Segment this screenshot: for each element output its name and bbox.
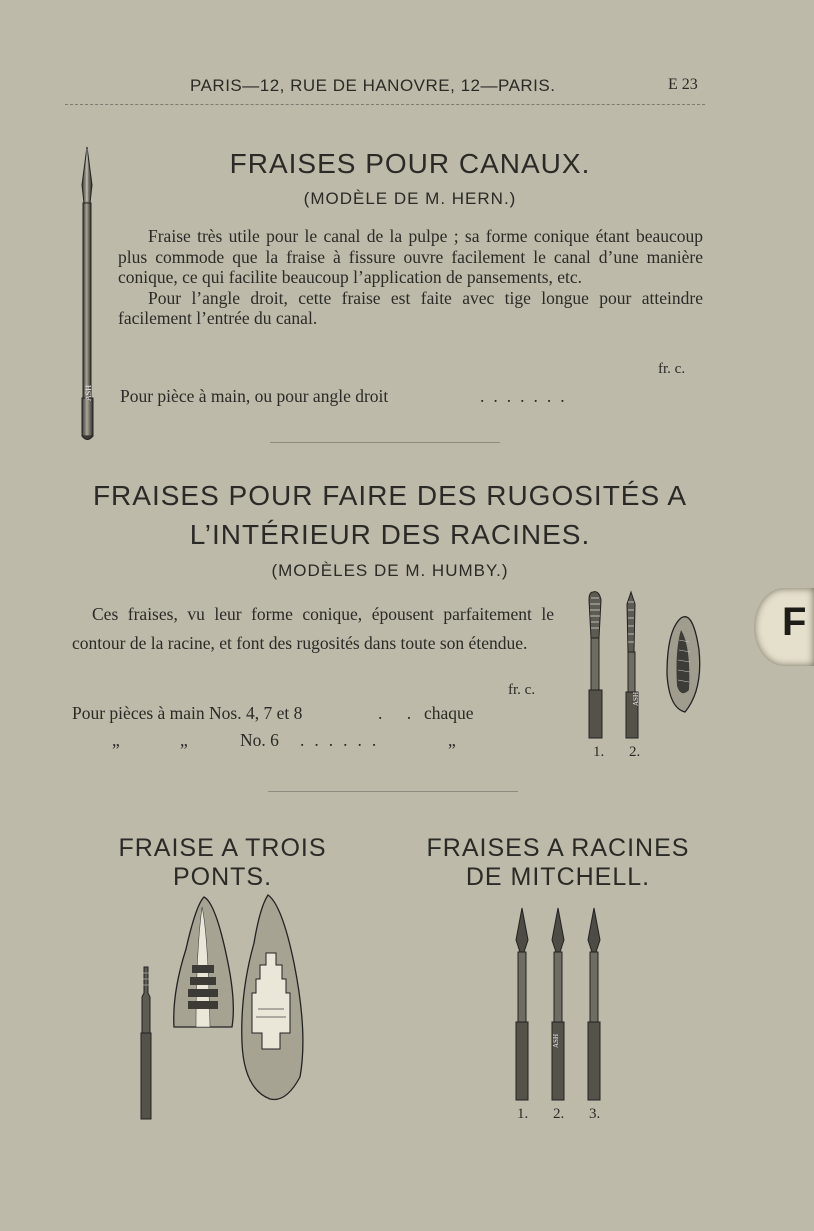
section-title: FRAISES POUR CANAUX. (229, 148, 591, 179)
section-divider (268, 791, 518, 792)
price-row-label: Pour pièces à main Nos. 4, 7 et 8 (72, 703, 303, 723)
title-line: FRAISE A TROIS (118, 834, 327, 862)
section-title (408, 834, 708, 892)
section-subtitle: (MODÈLES DE M. HUMBY.) (271, 561, 509, 580)
leader-dots: ....... (480, 386, 574, 406)
leader-dots: . . (378, 703, 422, 723)
running-head: PARIS—12, RUE DE HANOVRE, 12—PARIS. (190, 76, 556, 95)
tab-letter: F (782, 600, 807, 644)
section-description (118, 226, 703, 329)
ash-stamp: ASH (632, 691, 640, 706)
figure-label: 2. (629, 744, 641, 760)
ditto-mark: „ (448, 730, 456, 750)
price-row-label: No. 6 (240, 730, 279, 750)
section-subtitle: (MODÈLE DE M. HERN.) (303, 189, 517, 208)
figure-label: 2. (553, 1106, 565, 1122)
description-paragraph: Ces fraises, vu leur forme conique, épousent parfaitement le contour de la racine, et font des rugosités dans toute son étendue. (72, 604, 554, 653)
page-number: E 23 (668, 76, 698, 93)
description-paragraph: Fraise très utile pour le canal de la pulpe ; sa forme conique étant beaucoup plus commode que la fraise à fissure ouvre facilement le canal d’une manière conique, ce qui facilite beaucoup l’application de pansements, etc. (118, 226, 703, 287)
three-bridge-bur-illustration (130, 893, 310, 1123)
figure-label: 1. (517, 1106, 529, 1122)
section-title: L’INTÉRIEUR DES RACINES. (189, 519, 591, 550)
leader-dots: ...... (300, 730, 387, 750)
section-title: FRAISES POUR FAIRE DES RUGOSITÉS A (92, 480, 688, 511)
description-paragraph: Pour l’angle droit, cette fraise est faite avec tige longue pour atteindre facilement l’entrée du canal. (118, 287, 703, 328)
ash-stamp: ASH (552, 1033, 560, 1048)
header-rule (65, 104, 705, 105)
mitchell-burs-illustration (508, 906, 618, 1106)
section-title (95, 834, 350, 892)
title-line: PONTS. (172, 863, 273, 891)
section-description (72, 600, 554, 658)
title-line: DE MITCHELL. (465, 863, 651, 891)
figure-label: 3. (589, 1106, 601, 1122)
figure-label: 1. (593, 744, 605, 760)
price-column-header: fr. c. (508, 682, 536, 698)
price-row-unit: chaque (424, 703, 474, 723)
thumb-index-tab[interactable] (754, 588, 814, 666)
title-line: FRAISES A RACINES (426, 834, 690, 862)
ash-stamp: ASH (84, 384, 93, 401)
price-column-header: fr. c. (658, 361, 686, 377)
section-divider (270, 442, 500, 443)
humby-burs-illustration (585, 590, 715, 740)
price-row-label: Pour pièce à main, ou pour angle droit (120, 386, 389, 406)
ditto-mark: „ (180, 730, 188, 750)
ditto-mark: „ (112, 730, 120, 750)
